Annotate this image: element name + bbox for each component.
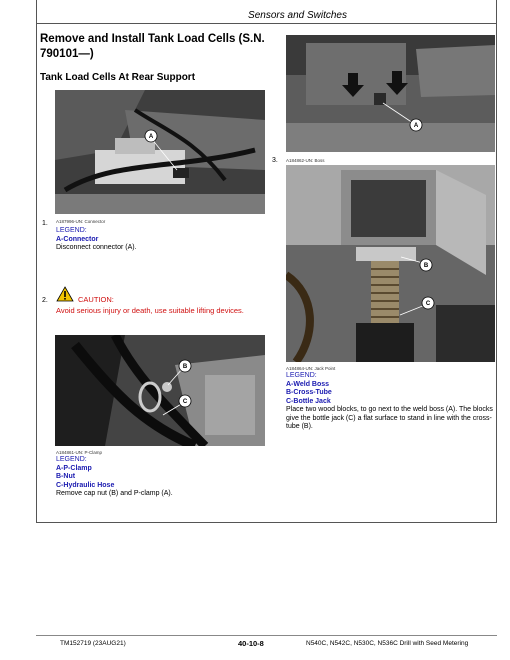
callout-c: C [425, 301, 431, 307]
step-3-instruction: Place two wood blocks, to go next to the weld boss (A). The blocks give the bottle jack (C) a flat surface to stand in line with the cross-tube (B). [286, 406, 493, 430]
step-2-legend [56, 456, 173, 499]
boss-photo [286, 35, 495, 152]
caution-text: Avoid serious injury or death, use suitable lifting devices. [56, 306, 244, 315]
step-1-number: 1. [42, 220, 48, 227]
caution-label: CAUTION: [78, 295, 114, 304]
legend-item: A-P-Clamp [56, 464, 92, 472]
step-1-instruction: Disconnect connector (A). [56, 244, 137, 251]
callout-b: B [423, 263, 429, 269]
page-header-title: Sensors and Switches [248, 10, 347, 21]
legend-item: B-Cross-Tube [286, 389, 332, 396]
figure-id-jack-point: A184864-UN: Jack Point [286, 366, 336, 371]
step-2-number: 2. [42, 297, 48, 304]
figure-id-connector: A187996-UN: Connector [56, 219, 106, 224]
legend-item: A-Weld Boss [286, 380, 330, 388]
legend-title: LEGEND: [286, 372, 317, 379]
footer-rule [36, 635, 497, 636]
p-clamp-photo [55, 335, 265, 446]
jack-point-photo [286, 165, 495, 362]
figure-id-boss: A184862-UN: Boss [286, 158, 325, 163]
caution-block [56, 294, 244, 316]
connector-photo [55, 90, 265, 214]
section-subtitle: Tank Load Cells At Rear Support [40, 72, 196, 83]
footer-page-number: 40-10-8 [238, 639, 264, 648]
footer-model: N540C, N542C, N530C, N536C Drill with Seed Metering [306, 640, 469, 647]
step-2-instruction: Remove cap nut (B) and P-clamp (A). [56, 490, 173, 497]
callout-a: A [413, 123, 419, 129]
section-title: Remove and Install Tank Load Cells (S.N. 790101—) [40, 33, 265, 60]
header-rule [36, 23, 497, 24]
legend-item: C-Bottle Jack [286, 397, 331, 405]
legend-item: B-Nut [56, 473, 76, 480]
callout-c: C [182, 399, 188, 405]
legend-title: LEGEND: [56, 456, 87, 463]
figure-id-p-clamp: A184861-UN: P-Clamp [56, 450, 103, 455]
legend-title: LEGEND: [56, 227, 87, 234]
callout-a: A [148, 134, 154, 140]
callout-b: B [182, 364, 188, 370]
step-3-number: 3. [272, 157, 278, 164]
step-3-legend [286, 372, 493, 432]
legend-item: A-Connector [56, 235, 99, 243]
step-1-legend [56, 227, 137, 253]
legend-item: C-Hydraulic Hose [56, 481, 115, 489]
footer-doc-id: TM152719 (23AUG21) [60, 640, 126, 647]
